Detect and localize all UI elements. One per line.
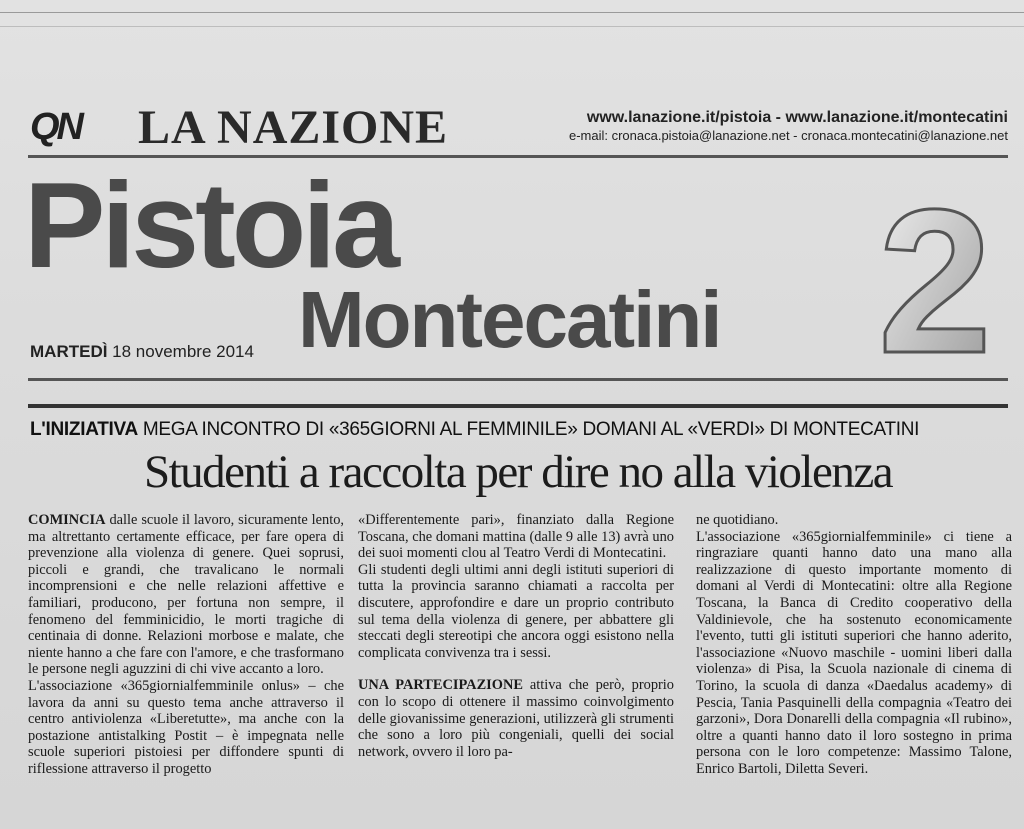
banner-rule <box>28 378 1008 381</box>
paragraph: L'associazione «365giornialfemminile» ci tiene a ringraziare quanti hanno dato una mano alla realizzazione di questo importante momento di domani al Verdi di Montecatini: oltre alla Regione Toscana, la Banca di Credito cooperativo della Valdinievole, che ha sostenuto economicamente l'evento, tutti gli istituti superiori che hanno aderito, l'associazione «Nuovo maschile - uomini liberi dalla violenza» di Pisa, la Scuola nazionale di cinema di Torino, la scuola di danza «Daedalus academy» di Pescia, Tania Pasquinelli della compagnia «Teatro dei garzoni», Dora Donarelli della compagnia «Il rubino», oltre a quanti hanno dato il loro sostegno in prima persona con le loro competenze: Massimo Talone, Enrico Bartoli, Diletta Severi. <box>696 528 1012 777</box>
contact-block <box>556 108 1008 144</box>
issue-date <box>30 342 254 362</box>
masthead <box>28 98 1008 154</box>
email-addresses: e-mail: cronaca.pistoia@lanazione.net - cronaca.montecatini@lanazione.net <box>568 128 1008 143</box>
top-rule <box>0 12 1024 13</box>
page-number: 2 <box>877 170 993 370</box>
subheading: UNA PARTECIPAZIONE <box>358 677 523 694</box>
article-top-rule <box>28 404 1008 408</box>
newspaper-name: LA NAZIONE <box>138 101 449 154</box>
kicker-text: MEGA INCONTRO DI «365GIORNI AL FEMMINILE» DOMANI AL «VERDI» DI MONTECATINI <box>137 419 920 440</box>
paragraph-gap <box>358 661 674 677</box>
paragraph: attiva che però, proprio con lo scopo di ottenere il massimo coinvolgimento delle giovanissime generazioni, utilizzerà gli strumenti che sono a loro più congeniali, quelli dei social network, ovvero il loro pa- <box>358 677 675 760</box>
article-kicker <box>30 419 1010 441</box>
section-title-montecatini: Montecatini <box>298 275 721 364</box>
article-column-3 <box>696 512 1012 778</box>
article-column-1 <box>28 512 344 778</box>
section-title-pistoia: Pistoia <box>24 157 397 293</box>
qn-logo: QN <box>30 106 81 148</box>
page-number-graphic <box>870 170 1000 370</box>
article-column-2 <box>358 512 674 760</box>
paragraph: ne quotidiano. <box>696 512 779 528</box>
paragraph: dalle scuole il lavoro, sicuramente lento, ma altrettanto certamente efficace, per fare opera di prevenzione alla violenza di genere. Quei soprusi, piccoli e grandi, che travalicano le normali incomprensioni e che nelle relazioni affettive e familiari, producono, per fortuna non sempre, il fenomeno del femminicidio, le morti tragiche di centinaia di donne. Relazioni morbose e malate, che niente hanno a che fare con l'amore, e che trasformano le persone negli aguzzini di chi vive accanto a loro. <box>28 512 344 678</box>
paragraph: «Differentemente pari», finanziato dalla Regione Toscana, che domani mattina (dalle 9 alle 13) avrà uno dei suoi momenti clou al Teatro Verdi di Montecatini. <box>358 512 674 562</box>
paragraph: L'associazione «365giornialfemminile onlus» – che lavora da anni su questo tema anche attraverso il centro antiviolenza «Liberetutte», ma anche con la postazione antistalking Postit – è impegnata nelle scuole superiori pistoiesi per diffondere spunti di riflessione attraverso il progetto <box>28 677 344 777</box>
paragraph: Gli studenti degli ultimi anni degli istituti superiori di tutta la provincia saranno chiamati a raccolta per discutere, approfondire e dare un proprio contributo sul tema della violenza di genere, per abbattere gli steccati degli stereotipi che ancora oggi esistono nella complicata convivenza tra i sessi. <box>358 561 674 661</box>
lead-word: COMINCIA <box>28 512 106 528</box>
kicker-tag: L'INIZIATIVA <box>30 419 138 440</box>
top-rule-secondary <box>0 26 1024 27</box>
website-urls: www.lanazione.it/pistoia - www.lanazione.it/montecatini <box>586 109 1008 126</box>
weekday: MARTEDÌ <box>30 342 108 361</box>
date-text: 18 novembre 2014 <box>107 342 254 361</box>
article-headline: Studenti a raccolta per dire no alla violenza <box>143 446 893 498</box>
